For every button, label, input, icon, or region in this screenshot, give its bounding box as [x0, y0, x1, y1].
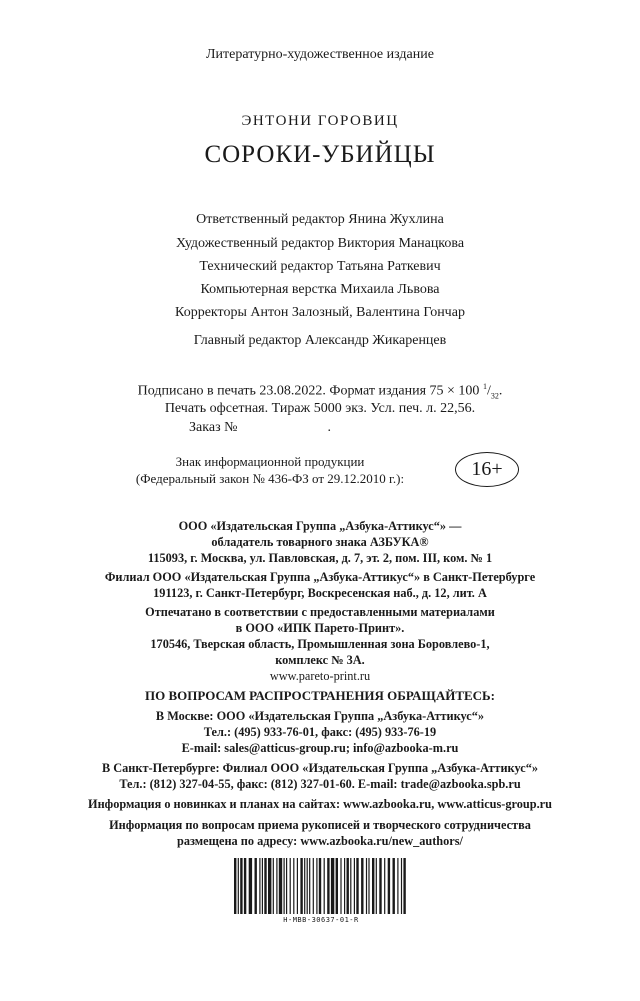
- barcode-bar: [403, 858, 405, 914]
- barcode-bar: [309, 858, 310, 914]
- distribution-heading: ПО ВОПРОСАМ РАСПРОСТРАНЕНИЯ ОБРАЩАЙТЕСЬ:: [145, 688, 495, 703]
- printer-line: в ООО «ИПК Парето-Принт».: [235, 621, 405, 635]
- publisher-line: 115093, г. Москва, ул. Павловская, д. 7, эт. 2, пом. III, ком. № 1: [147, 551, 493, 565]
- barcode-bar: [397, 858, 398, 914]
- barcode-bar: [376, 858, 377, 914]
- printer-line: Отпечатано в соответствии с предоставленными материалами: [145, 605, 495, 619]
- barcode-bar: [340, 858, 341, 914]
- barcode-bar: [384, 858, 385, 914]
- editor-line: Художественный редактор Виктория Манацкова: [175, 236, 465, 251]
- barcode-bar: [331, 858, 334, 914]
- news-info: Информация о новинках и планах на сайтах: www.azbooka.ru, www.atticus-group.ru: [88, 797, 552, 811]
- distribution-spb-line: Тел.: (812) 327-04-55, факс: (812) 327-01-60. E-mail: trade@azbooka.spb.ru: [119, 777, 521, 791]
- barcode-bar: [286, 858, 287, 914]
- barcode-bar: [262, 858, 263, 914]
- distribution-moscow-line: В Москве: ООО «Издательская Группа „Азбука-Аттикус“»: [155, 709, 485, 723]
- distribution-moscow-line: E-mail: sales@atticus-group.ru; info@azbooka-m.ru: [181, 741, 459, 755]
- series-line: Литературно-художественное издание: [206, 47, 434, 62]
- age-rating-badge: 16+: [455, 452, 519, 487]
- barcode-bar: [284, 858, 285, 914]
- barcode-bar: [327, 858, 329, 914]
- barcode-bar: [356, 858, 358, 914]
- manuscripts-line: Информация по вопросам приема рукописей и творческого сотрудничества: [109, 818, 531, 832]
- barcode-bar: [372, 858, 374, 914]
- barcode-bar: [300, 858, 302, 914]
- order-number: Заказ № .: [189, 420, 331, 435]
- barcode-bar: [240, 858, 242, 914]
- barcode-bar: [249, 858, 252, 914]
- barcode-bar: [297, 858, 298, 914]
- distribution-spb-line: В Санкт-Петербурге: Филиал ООО «Издательская Группа „Азбука-Аттикус“»: [101, 761, 538, 775]
- barcode-bar: [379, 858, 381, 914]
- barcode-bar: [264, 858, 266, 914]
- info-sign-line: (Федеральный закон № 436-ФЗ от 29.12.2010 г.):: [135, 471, 405, 486]
- barcode-bar: [255, 858, 257, 914]
- chief-editor: Главный редактор Александр Жикаренцев: [193, 333, 447, 348]
- barcode-text: H-MBB-30637-01-R: [283, 916, 359, 924]
- barcode-bar: [366, 858, 367, 914]
- barcode-bar: [313, 858, 314, 914]
- barcode-bar: [316, 858, 317, 914]
- barcode-bar: [244, 858, 246, 914]
- book-title: СОРОКИ-УБИЙЦЫ: [204, 141, 436, 168]
- barcode-bar: [319, 858, 321, 914]
- barcode-bar: [344, 858, 345, 914]
- barcode-bar: [354, 858, 355, 914]
- publisher-line: обладатель товарного знака АЗБУКА®: [211, 535, 429, 549]
- barcode-bar: [307, 858, 308, 914]
- barcode-bar: [259, 858, 260, 914]
- branch-line: Филиал ООО «Издательская Группа „Азбука-Аттикус“» в Санкт-Петербурге: [104, 570, 536, 584]
- barcode-bar: [347, 858, 349, 914]
- editor-line: Компьютерная верстка Михаила Львова: [200, 282, 440, 297]
- barcode-bar: [401, 858, 402, 914]
- barcode-bar: [234, 858, 236, 914]
- barcode-bar: [350, 858, 351, 914]
- print-info-line: Подписано в печать 23.08.2022. Формат издания 75 × 100 $^1/_{32}$.: [137, 382, 503, 401]
- barcode-bar: [268, 858, 271, 914]
- editor-line: Технический редактор Татьяна Раткевич: [199, 259, 441, 274]
- barcode-bar: [273, 858, 274, 914]
- barcode-image: [232, 858, 410, 914]
- info-sign-line: Знак информационной продукции: [175, 454, 365, 469]
- printer-line: 170546, Тверская область, Промышленная зона Боровлево-1,: [150, 637, 490, 651]
- manuscripts-line: размещена по адресу: www.azbooka.ru/new_authors/: [177, 834, 463, 848]
- barcode-bar: [293, 858, 294, 914]
- barcode-bar: [276, 858, 277, 914]
- barcode-bar: [238, 858, 239, 914]
- barcode-bar: [388, 858, 390, 914]
- barcode-bar: [336, 858, 338, 914]
- author-name: ЭНТОНИ ГОРОВИЦ: [241, 113, 399, 129]
- editor-line: Ответственный редактор Янина Жухлина: [196, 212, 444, 227]
- barcode-bar: [324, 858, 325, 914]
- editor-line: Корректоры Антон Залозный, Валентина Гончар: [175, 305, 465, 320]
- barcode-bar: [279, 858, 282, 914]
- branch-line: 191123, г. Санкт-Петербург, Воскресенская наб., д. 12, лит. А: [153, 586, 487, 600]
- print-info-line: Печать офсетная. Тираж 5000 экз. Усл. печ. л. 22,56.: [164, 401, 476, 416]
- distribution-moscow-line: Тел.: (495) 933-76-01, факс: (495) 933-76-19: [203, 725, 437, 739]
- barcode-bar: [361, 858, 363, 914]
- barcode-bar: [368, 858, 369, 914]
- printer-line: комплекс № 3А.: [275, 653, 365, 667]
- barcode-bar: [393, 858, 395, 914]
- printer-website: www.pareto-print.ru: [269, 669, 371, 683]
- barcode-bar: [290, 858, 291, 914]
- barcode-bar: [304, 858, 305, 914]
- publisher-line: ООО «Издательская Группа „Азбука-Аттикус“» —: [178, 519, 462, 533]
